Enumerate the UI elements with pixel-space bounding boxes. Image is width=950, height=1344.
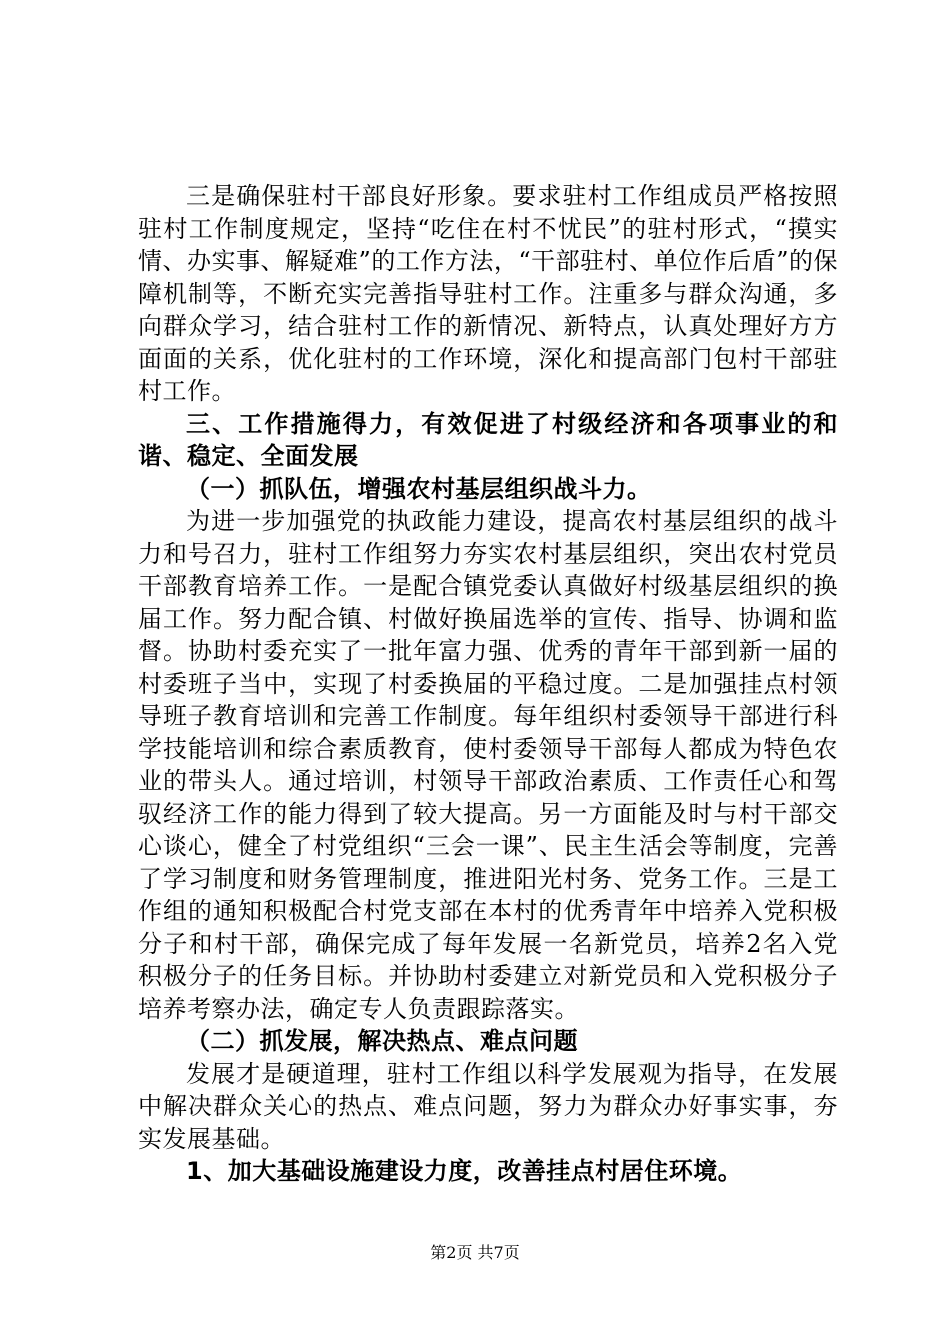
subheading-1: （一）抓队伍，增强农村基层组织战斗力。 <box>186 474 652 503</box>
document-body <box>138 180 838 1188</box>
section-heading-3: 三、工作措施得力，有效促进了村级经济和各项事业的和谐、稳定、全面发展 <box>138 409 838 470</box>
paragraph-3: 发展才是硬道理，驻村工作组以科学发展观为指导，在发展中解决群众关心的热点、难点问题，努力为群众办好事实事，夯实发展基础。 <box>138 1059 838 1153</box>
paragraph-2: 为进一步加强党的执政能力建设，提高农村基层组织的战斗力和号召力，驻村工作组努力夯实农村基层组织，突出农村党员干部教育培养工作。一是配合镇党委认真做好村级基层组织的换届工作。努力配合镇、村做好换届选举的宣传、指导、协调和监督。协助村委充实了一批年富力强、优秀的青年干部到新一届的村委班子当中，实现了村委换届的平稳过度。二是加强挂点村领导班子教育培训和完善工作制度。每年组织村委领导干部进行科学技能培训和综合素质教育，使村委领导干部每人都成为特色农业的带头人。通过培训，村领导干部政治素质、工作责任心和驾驭经济工作的能力得到了较大提高。另一方面能及时与村干部交心谈心，健全了村党组织“三会一课”、民主生活会等制度，完善了学习制度和财务管理制度，推进阳光村务、党务工作。三是工作组的通知积极配合村党支部在本村的优秀青年中培养入党积极分子和村干部，确保完成了每年发展一名新党员，培养2名入党积极分子的任务目标。并协助村委建立对新党员和入党积极分子培养考察办法，确定专人负责跟踪落实。 <box>138 507 838 1023</box>
page-footer: 第2页 共7页 <box>430 1243 520 1262</box>
paragraph-1: 三是确保驻村干部良好形象。要求驻村工作组成员严格按照驻村工作制度规定，坚持“吃住在村不忧民”的驻村形式，“摸实情、办实事、解疑难”的工作方法，“干部驻村、单位作后盾”的保障机制等，不断充实完善指导驻村工作。注重多与群众沟通，多向群众学习，结合驻村工作的新情况、新特点，认真处理好方方面面的关系，优化驻村的工作环境，深化和提高部门包村干部驻村工作。 <box>138 182 838 405</box>
subheading-3: 1、加大基础设施建设力度，改善挂点村居住环境。 <box>186 1157 743 1185</box>
subheading-2: （二）抓发展，解决热点、难点问题 <box>186 1027 578 1055</box>
